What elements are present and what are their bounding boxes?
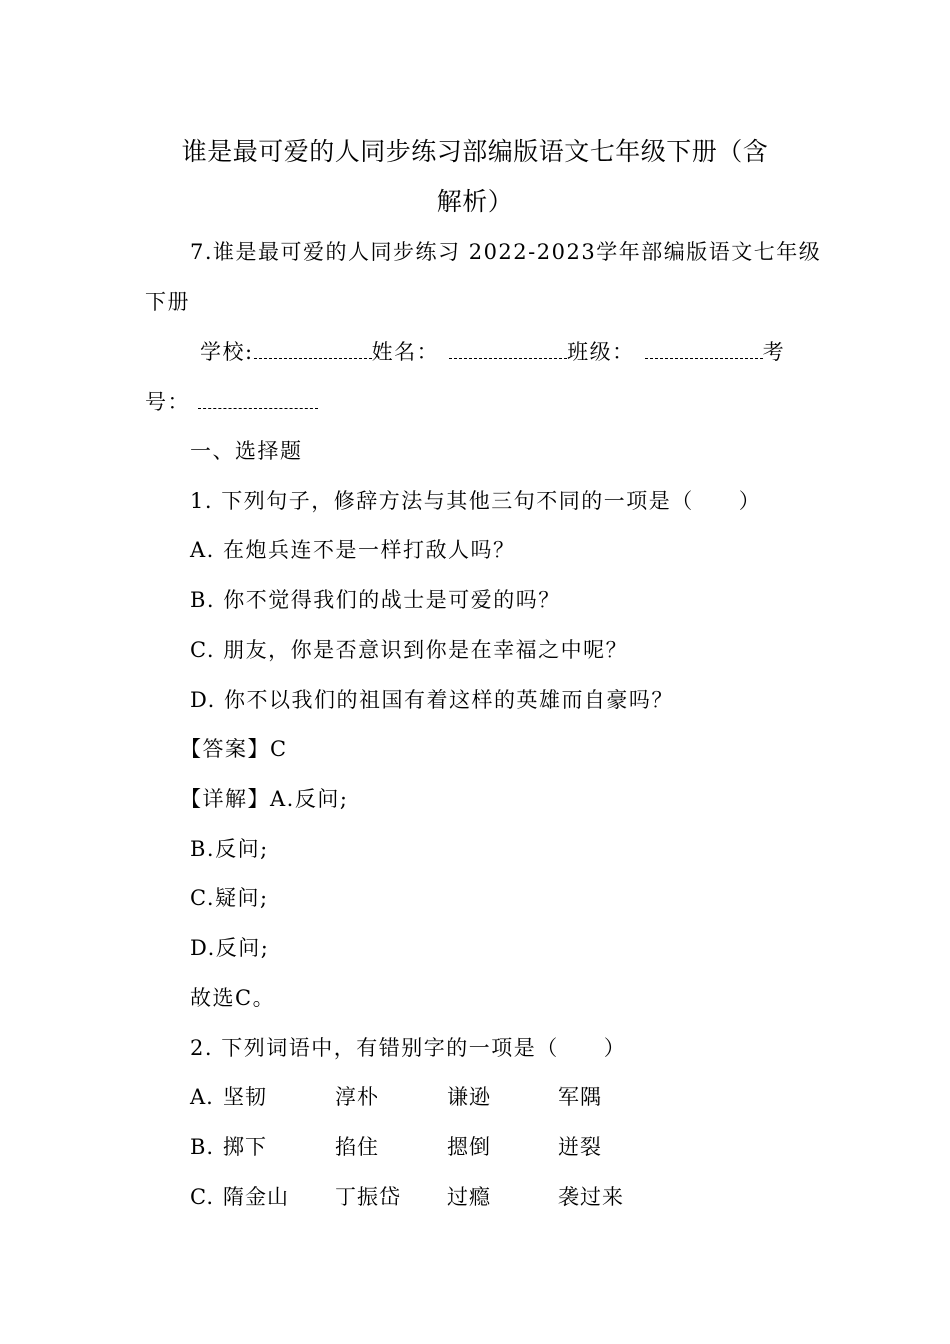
- q2-option-c-label: C.: [190, 1185, 214, 1209]
- q2-option-a-word: 淳朴: [335, 1085, 379, 1109]
- class-label: 班级：: [567, 340, 635, 364]
- form-line2: [145, 390, 318, 414]
- section-heading: 一、选择题: [190, 439, 303, 463]
- q1-answer: 【答案】C: [180, 737, 288, 761]
- doc-title-line1: 谁是最可爱的人同步练习部编版语文七年级下册（含: [181, 137, 769, 166]
- q2-option-c-word: 袭过来: [558, 1185, 624, 1209]
- q1-conclusion: 故选C。: [190, 986, 276, 1010]
- q1-stem: 1. 下列句子，修辞方法与其他三句不同的一项是（ ）: [190, 489, 762, 513]
- q1-detail: 【详解】A.反问;: [180, 787, 349, 811]
- q1-option-d: D. 你不以我们的祖国有着这样的英雄而自豪吗？: [190, 688, 674, 712]
- q1-detail-d: D.反问;: [190, 936, 270, 960]
- q2-option-a-word: 坚韧: [223, 1085, 267, 1109]
- q2-option-b-word: 迸裂: [558, 1135, 602, 1159]
- number-blank[interactable]: [198, 394, 318, 409]
- intro-line1: 7.谁是最可爱的人同步练习 2022-2023学年部编版语文七年级: [190, 240, 822, 264]
- q2-option-b-label: B.: [190, 1135, 215, 1159]
- intro-line2: 下册: [145, 290, 190, 314]
- q2-option-a-label: A.: [190, 1085, 214, 1109]
- q2-stem: 2. 下列词语中，有错别字的一项是（ ）: [190, 1036, 627, 1060]
- q1-detail-c: C.疑问;: [190, 886, 269, 910]
- doc-title-line2: 解析）: [436, 187, 514, 216]
- q2-option-c-word: 过瘾: [447, 1185, 491, 1209]
- q2-option-a-word: 谦逊: [447, 1085, 491, 1109]
- q1-option-c: C. 朋友，你是否意识到你是在幸福之中呢？: [190, 638, 629, 662]
- q2-option-c-word: 丁振岱: [335, 1185, 401, 1209]
- q2-option-a-word: 军隅: [558, 1085, 602, 1109]
- school-label: 学校:: [200, 340, 254, 364]
- school-blank[interactable]: [254, 344, 372, 359]
- name-blank[interactable]: [449, 344, 567, 359]
- class-blank[interactable]: [645, 344, 763, 359]
- q1-option-b: B. 你不觉得我们的战士是可爱的吗？: [190, 588, 561, 612]
- number-label-a: 考: [762, 340, 786, 364]
- q2-option-b-word: 摁倒: [447, 1135, 491, 1159]
- q2-option-b-word: 掐住: [335, 1135, 379, 1159]
- q2-option-b-word: 掷下: [223, 1135, 267, 1159]
- form-line: [200, 340, 785, 364]
- q1-option-a: A. 在炮兵连不是一样打敌人吗？: [190, 538, 516, 562]
- q2-option-c-word: 隋金山: [223, 1185, 289, 1209]
- name-label: 姓名：: [371, 340, 440, 364]
- q1-detail-b: B.反问;: [190, 837, 269, 861]
- number-label-b: 号：: [145, 390, 190, 414]
